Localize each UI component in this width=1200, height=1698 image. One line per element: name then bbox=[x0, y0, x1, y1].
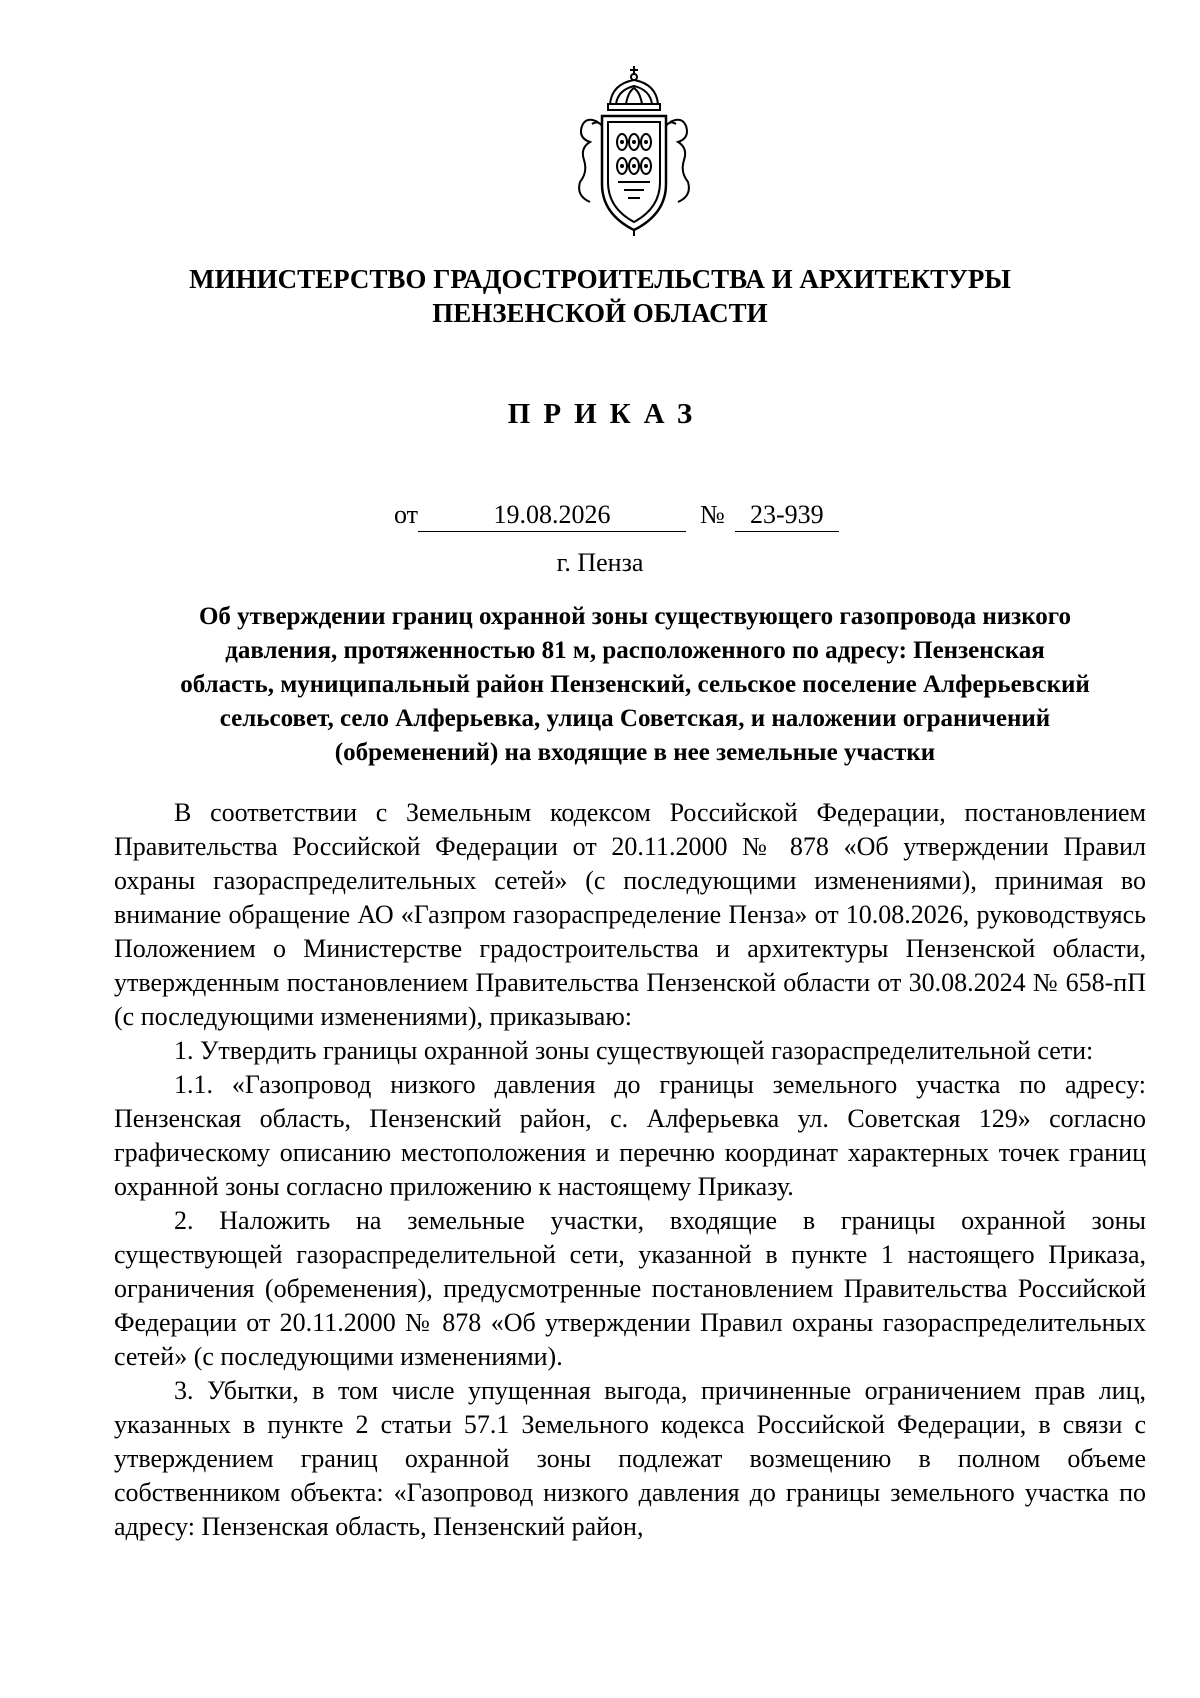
date-prefix: от bbox=[394, 500, 419, 529]
clause-1-1: 1.1. «Газопровод низкого давления до границы земельного участка по адресу: Пензенская область, Пензенский район, с. Алферьевка ул. Советская 129» согласно графическому описанию местоположения и перечню координат характерных точек границ охранной зоны согласно приложению к настоящему Приказу. bbox=[114, 1070, 1146, 1201]
order-subject-line: сельсовет, село Алферьевка, улица Советская, и наложении ограничений bbox=[219, 705, 1051, 732]
clause-2: 2. Наложить на земельные участки, входящие в границы охранной зоны существующей газораспределительной сети, указанной в пункте 1 настоящего Приказа, ограничения (обременения), предусмотренные постановлением Правительства Российской Федерации от 20.11.2000 № 878 «Об утверждении Правил охраны газораспределительных сетей» (с последующими изменениями). bbox=[114, 1206, 1146, 1371]
ministry-name-line2: ПЕНЗЕНСКОЙ ОБЛАСТИ bbox=[432, 298, 768, 328]
ministry-name-line1: МИНИСТЕРСТВО ГРАДОСТРОИТЕЛЬСТВА И АРХИТЕКТУРЫ bbox=[189, 264, 1011, 294]
coat-of-arms-icon bbox=[568, 64, 700, 238]
order-subject-line: Об утверждении границ охранной зоны существующего газопровода низкого bbox=[198, 603, 1072, 630]
order-date-number-line bbox=[394, 498, 839, 532]
order-subject-line: область, муниципальный район Пензенский, сельское поселение Алферьевский bbox=[180, 671, 1090, 698]
order-body bbox=[114, 796, 1146, 1544]
order-city: г. Пенза bbox=[556, 548, 644, 577]
order-number: 23-939 bbox=[735, 498, 839, 532]
clause-1: 1. Утвердить границы охранной зоны существующей газораспределительной сети: bbox=[174, 1036, 1094, 1065]
preamble-paragraph: В соответствии с Земельным кодексом Российской Федерации, постановлением Правительства Российской Федерации от 20.11.2000 № 878 «Об утверждении Правил охраны газораспределительных сетей» (с последующими изменениями), принимая во внимание обращение АО «Газпром газораспределение Пенза» от 10.08.2026, руководствуясь Положением о Министерстве градостроительства и архитектуры Пензенской области, утвержденным постановлением Правительства Пензенской области от 30.08.2024 № 658-пП (с последующими изменениями), приказываю: bbox=[114, 798, 1146, 1031]
number-prefix: № bbox=[700, 500, 725, 529]
order-subject bbox=[110, 600, 1160, 770]
ministry-name bbox=[120, 262, 1080, 330]
order-subject-line: давления, протяженностью 81 м, расположенного по адресу: Пензенская bbox=[225, 637, 1045, 664]
document-title: ПРИКАЗ bbox=[507, 398, 706, 430]
clause-3: 3. Убытки, в том числе упущенная выгода, причиненные ограничением прав лиц, указанных в пункте 2 статьи 57.1 Земельного кодекса Российской Федерации, в связи с утверждением границ охранной зоны подлежат возмещению в полном объеме собственником объекта: «Газопровод низкого давления до границы земельного участка по адресу: Пензенская область, Пензенский район, bbox=[114, 1376, 1146, 1541]
order-subject-line: (обременений) на входящие в нее земельные участки bbox=[334, 739, 936, 766]
order-date: 19.08.2026 bbox=[418, 498, 686, 532]
